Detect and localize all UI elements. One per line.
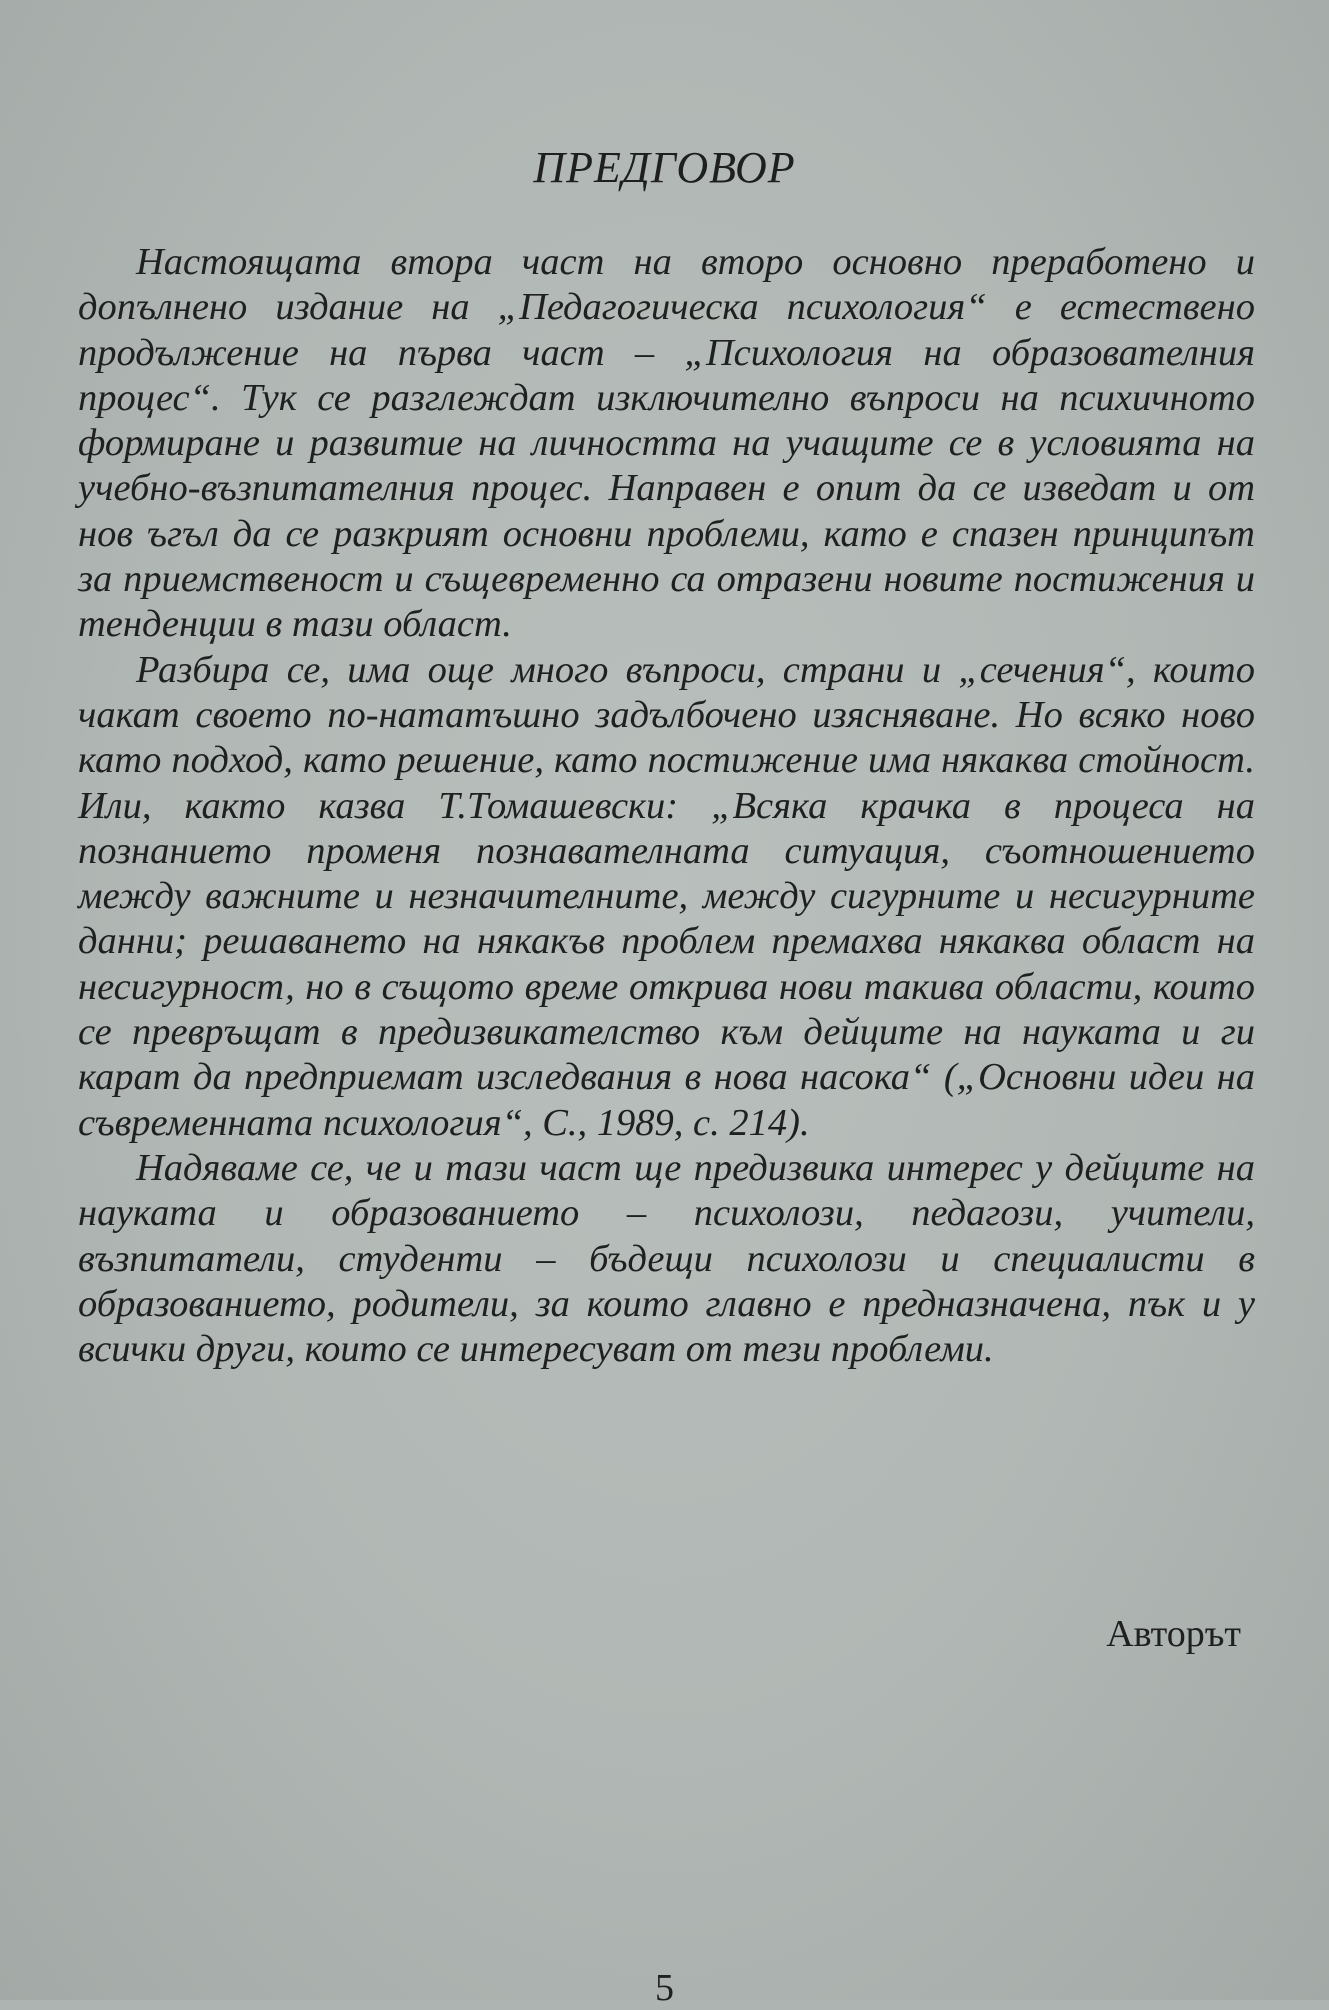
paragraph-3: Надяваме се, че и тази част ще предизвика интерес у дейците на науката и образованието – психолози, педагози, учители, възпитатели, студенти – бъдещи психолози и специалисти в образованието, родители, за които главно е предназначена, пък и у всички други, които се интересуват от тези проблеми. — [78, 1146, 1255, 1371]
author-signature: Авторът — [1106, 1613, 1241, 1655]
paragraph-2: Разбира се, има още много въпроси, страни и „сечения“, които чакат своето по-нататъшно задълбочено изясняване. Но всяко ново като подход, като решение, като постижение има някаква стойност. Или, както казва Т.Томашевски: „Всяка крачка в процеса на познанието променя познавателната ситуация, съотношението между важните и незначителните, между сигурните и несигурните данни; решаването на някакъв проблем премахва някаква област на несигурност, но в същото време открива нови такива области, които се превръщат в предизвикателство към дейците на науката и ги карат да предприемат изследвания в нова насока“ („Основни идеи на съвременната психология“, С., 1989, с. 214). — [78, 648, 1255, 1144]
page-number: 5 — [655, 1967, 674, 2009]
page-title: ПРЕДГОВОР — [533, 143, 796, 192]
preface-body — [78, 240, 1255, 1372]
paragraph-1: Настоящата втора част на второ основно преработено и допълнено издание на „Педагогическа психология“ е естествено продължение на първа част – „Психология на образователния процес“. Тук се разглеждат изключително въпроси на психичното формиране и развитие на личността на учащите се в условията на учебно-възпитателния процес. Направен е опит да се изведат и от нов ъгъл да се разкрият основни проблеми, като е спазен принципът за приемственост и същевременно са отразени новите постижения и тенденции в тази област. — [78, 241, 1255, 646]
